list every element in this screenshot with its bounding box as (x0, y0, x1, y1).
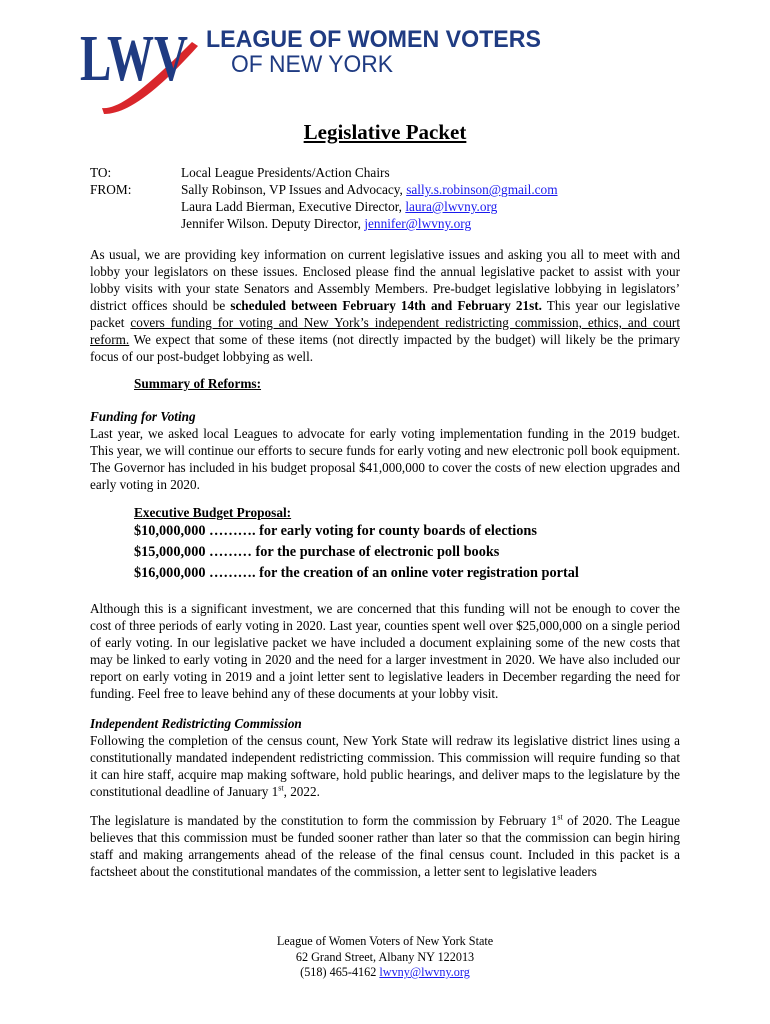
memo-header (90, 164, 558, 232)
logo-line1: LEAGUE OF WOMEN VOTERS (206, 26, 541, 53)
email-link-sally[interactable]: sally.s.robinson@gmail.com (406, 182, 558, 197)
budget-heading: Executive Budget Proposal: (134, 505, 292, 520)
from-line-3: Jennifer Wilson. Deputy Director, jennifer@lwvny.org (181, 216, 472, 231)
email-link-jennifer[interactable]: jennifer@lwvny.org (364, 216, 472, 231)
page-footer (0, 934, 770, 981)
from-line-1: Sally Robinson, VP Issues and Advocacy, sally.s.robinson@gmail.com (181, 182, 558, 197)
email-link-laura[interactable]: laura@lwvny.org (405, 199, 498, 214)
to-value: Local League Presidents/Action Chairs (181, 165, 390, 180)
funding-paragraph-1: Last year, we asked local Leagues to advocate for early voting implementation funding in the 2019 budget. This year, we will continue our efforts to secure funds for early voting and new electronic poll book equipment. The Governor has included in his budget proposal $41,000,000 to cover the costs of new election upgrades and early voting in 2020. (90, 426, 680, 492)
redistricting-section (90, 715, 680, 800)
budget-line: $15,000,000 ……… for the purchase of electronic poll books (134, 544, 500, 560)
funding-section (90, 408, 680, 493)
funding-heading: Funding for Voting (90, 409, 196, 424)
footer-contact: (518) 465-4162 lwvny@lwvny.org (300, 965, 470, 979)
redistricting-heading: Independent Redistricting Commission (90, 716, 302, 731)
footer-org: League of Women Voters of New York State (276, 934, 494, 948)
logo-mark: LWV (80, 22, 188, 95)
footer-email-link[interactable]: lwvny@lwvny.org (379, 965, 470, 979)
logo-line2: OF NEW YORK (231, 51, 393, 78)
lwv-logo (80, 22, 550, 114)
budget-line: $10,000,000 ………. for early voting for county boards of elections (134, 523, 537, 539)
from-line-2: Laura Ladd Bierman, Executive Director, laura@lwvny.org (181, 199, 498, 214)
from-label: FROM: (90, 182, 132, 197)
budget-proposal (134, 505, 579, 584)
funding-paragraph-2: Although this is a significant investment, we are concerned that this funding will not be enough to cover the cost of three periods of early voting in 2020. Last year, counties spent well over $25,000,000 on a single period of early voting. In our legislative packet we have included a document explaining some of the new costs that may be linked to early voting in 2020 and the need for a larger investment in 2020. We have also included our report on early voting in 2019 and a joint letter sent to legislative leaders in December regarding the need for funding. Feel free to leave behind any of these documents at your lobby visit. (90, 601, 680, 701)
page-title: Legislative Packet (303, 120, 467, 144)
budget-line: $16,000,000 ………. for the creation of an online voter registration portal (134, 565, 579, 581)
intro-paragraph: As usual, we are providing key information on current legislative issues and asking you all to meet with and lobby your legislators on these issues. Enclosed please find the annual legislative packet to assist with your lobby visits with your state Senators and Assembly Members. Pre-budget legislative lobbying in legislators’ district offices should be scheduled between February 14th and February 21st. This year our legislative packet covers funding for voting and New York’s independent redistricting commission, ethics, and court reform. We expect that some of these items (not directly impacted by the budget) will likely be the primary focus of our post-budget lobbying as well. (90, 247, 680, 364)
redistricting-paragraph-1: Following the completion of the census count, New York State will redraw its legislative district lines using a constitutionally mandated independent redistricting commission. This commission will require funding so that it can hire staff, acquire map making software, hold public hearings, and deliver maps to the legislature by the constitutional deadline of January 1st, 2022. (90, 733, 680, 799)
footer-address: 62 Grand Street, Albany NY 122013 (295, 949, 475, 964)
redistricting-paragraph-2: The legislature is mandated by the constitution to form the commission by February 1st of 2020. The League believes that this commission must be funded sooner rather than later so that the commission can begin hiring staff and making arrangements ahead of the release of the final census count. Included in this packet is a factsheet about the constitutional mandates of the commission, a letter sent to legislative leaders (90, 812, 680, 879)
to-label: TO: (90, 165, 112, 180)
summary-heading: Summary of Reforms: (134, 376, 262, 391)
